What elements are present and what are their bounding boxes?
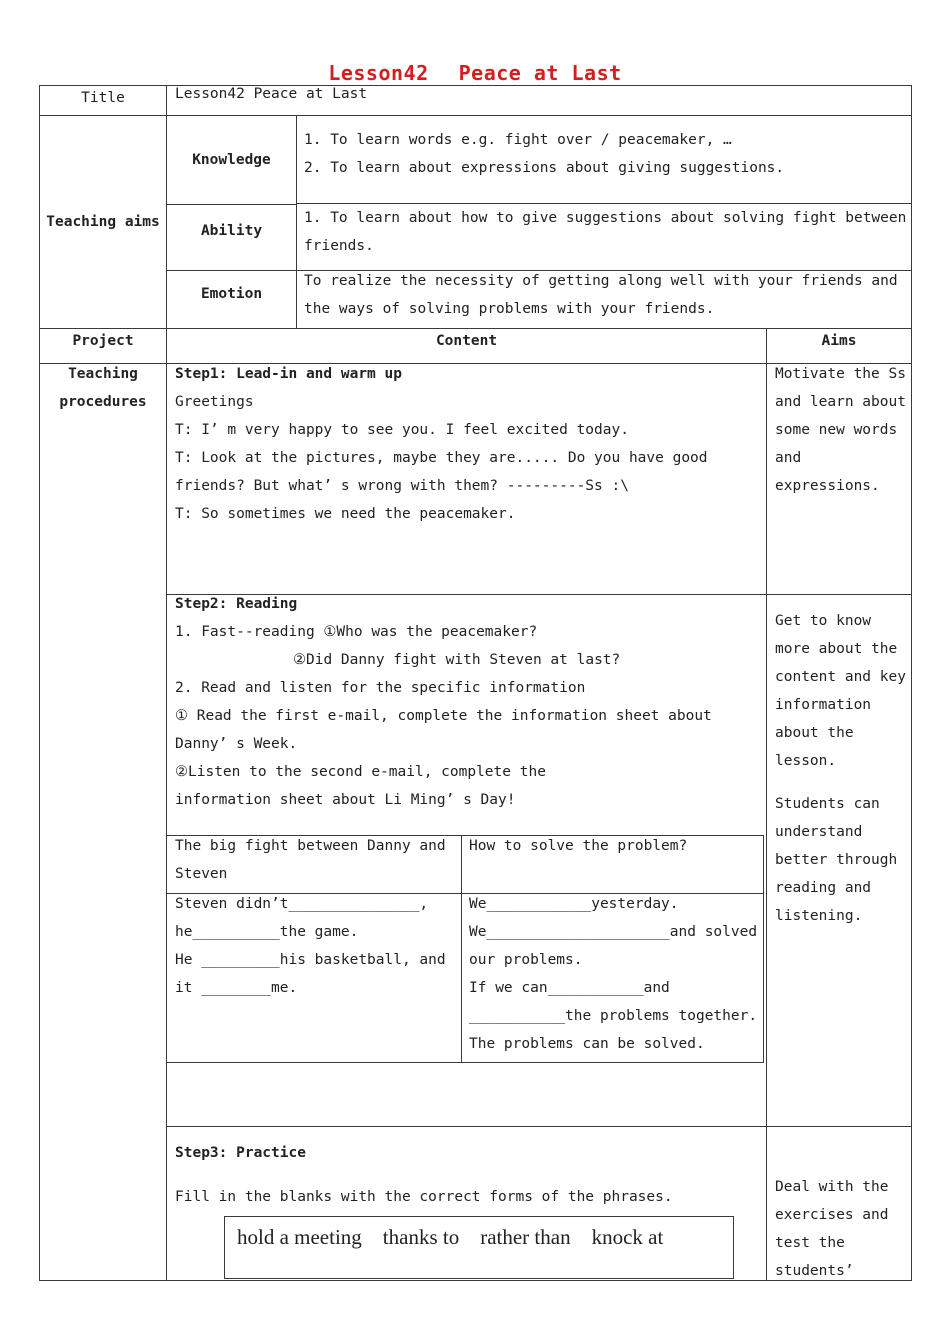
content-heading: Content [435, 333, 498, 349]
step1-aim: Motivate the Ss [775, 366, 906, 382]
sheet-cell-right: The problems can be solved. [469, 1036, 705, 1052]
procedures-label: procedures [59, 394, 147, 410]
sheet-cell-right: We____________yesterday. [469, 896, 679, 912]
title-value: Lesson42 Peace at Last [175, 86, 368, 102]
step2-aim: more about the [775, 641, 898, 657]
knowledge-label: Knowledge [192, 152, 271, 168]
knowledge-item: 1. To learn words e.g. fight over / peacemaker, … [304, 132, 732, 148]
sheet-rule [461, 835, 462, 1062]
page-title [0, 61, 950, 85]
step3-aim: test the [775, 1235, 845, 1251]
step3-aim: Deal with the [775, 1179, 889, 1195]
sheet-cell-left: He _________his basketball, and [175, 952, 446, 968]
step1-line: Greetings [175, 394, 254, 410]
table-rule [166, 204, 296, 205]
sheet-rule [167, 1062, 764, 1063]
aims-heading: Aims [821, 333, 857, 349]
ability-label: Ability [200, 223, 263, 239]
sheet-cell-right: If we can___________and [469, 980, 670, 996]
lesson-number: Lesson42 [328, 61, 429, 85]
step1-line: T: I’ m very happy to see you. I feel excited today. [175, 422, 629, 438]
step3-aim: students’ [775, 1263, 854, 1279]
table-border-top [39, 85, 912, 86]
step1-line: friends? But what’ s wrong with them? ---------Ss :\ [175, 478, 629, 494]
step2-aim: reading and [775, 880, 872, 896]
table-rule [166, 1126, 912, 1127]
step1-heading: Step1: Lead-in and warm up [175, 366, 402, 382]
step2-aim: Get to know [775, 613, 872, 629]
sheet-head-left: The big fight between Danny and [175, 838, 446, 854]
step1-line: T: Look at the pictures, maybe they are..... Do you have good [175, 450, 708, 466]
step2-aim: about the [775, 725, 854, 741]
step2-aim: understand [775, 824, 863, 840]
table-rule [296, 115, 297, 328]
table-rule [766, 328, 767, 1280]
sheet-cell-right: our problems. [469, 952, 583, 968]
sheet-cell-right: ___________the problems together. [469, 1008, 758, 1024]
step1-aim: and [775, 450, 802, 466]
emotion-label: Emotion [200, 286, 263, 302]
step2-line: 2. Read and listen for the specific information [175, 680, 586, 696]
sheet-head-right: How to solve the problem? [469, 838, 688, 854]
ability-text: 1. To learn about how to give suggestions about solving fight between [304, 210, 907, 226]
step2-line: information sheet about Li Ming’ s Day! [175, 792, 516, 808]
step2-heading: Step2: Reading [175, 596, 298, 612]
table-rule [166, 85, 167, 1281]
step2-line: Danny’ s Week. [175, 736, 298, 752]
step1-line: T: So sometimes we need the peacemaker. [175, 506, 516, 522]
table-border-right [911, 85, 912, 1281]
sheet-head-left: Steven [175, 866, 228, 882]
step1-aim: expressions. [775, 478, 880, 494]
knowledge-item: 2. To learn about expressions about giving suggestions. [304, 160, 785, 176]
emotion-text: To realize the necessity of getting along well with your friends and [304, 273, 898, 289]
step2-aim: content and key [775, 669, 906, 685]
ability-text: friends. [304, 238, 374, 254]
lesson-name: Peace at Last [458, 61, 622, 85]
step2-line: ②Listen to the second e-mail, complete the [175, 764, 546, 780]
project-heading: Project [72, 333, 134, 349]
title-label: Title [81, 90, 125, 106]
sheet-cell-right: We_____________________and solved [469, 924, 758, 940]
sheet-rule [763, 835, 764, 1062]
step1-aim: some new words [775, 422, 898, 438]
step2-aim: information [775, 697, 872, 713]
step2-line: ②Did Danny fight with Steven at last? [293, 652, 621, 668]
step1-aim: and learn about [775, 394, 906, 410]
emotion-text: the ways of solving problems with your friends. [304, 301, 715, 317]
table-border-left [39, 85, 40, 1281]
step3-aim: exercises and [775, 1207, 889, 1223]
step2-aim: listening. [775, 908, 863, 924]
step2-line: ① Read the first e-mail, complete the information sheet about [175, 708, 712, 724]
step3-instruction: Fill in the blanks with the correct forms of the phrases. [175, 1189, 673, 1205]
table-rule [39, 115, 912, 116]
sheet-cell-left: Steven didn’t_______________, [175, 896, 429, 912]
teaching-aims-label: Teaching aims [46, 214, 160, 230]
step3-heading: Step3: Practice [175, 1145, 306, 1161]
step2-aim: better through [775, 852, 898, 868]
step2-line: 1. Fast--reading ①Who was the peacemaker? [175, 624, 538, 640]
procedures-label: Teaching [68, 366, 138, 382]
phrase-list: hold a meeting thanks to rather than knock at [237, 1225, 664, 1249]
sheet-cell-left: he__________the game. [175, 924, 359, 940]
sheet-cell-left: it ________me. [175, 980, 298, 996]
step2-aim: lesson. [775, 753, 837, 769]
step2-aim: Students can [775, 796, 880, 812]
phrase-box [224, 1216, 734, 1279]
